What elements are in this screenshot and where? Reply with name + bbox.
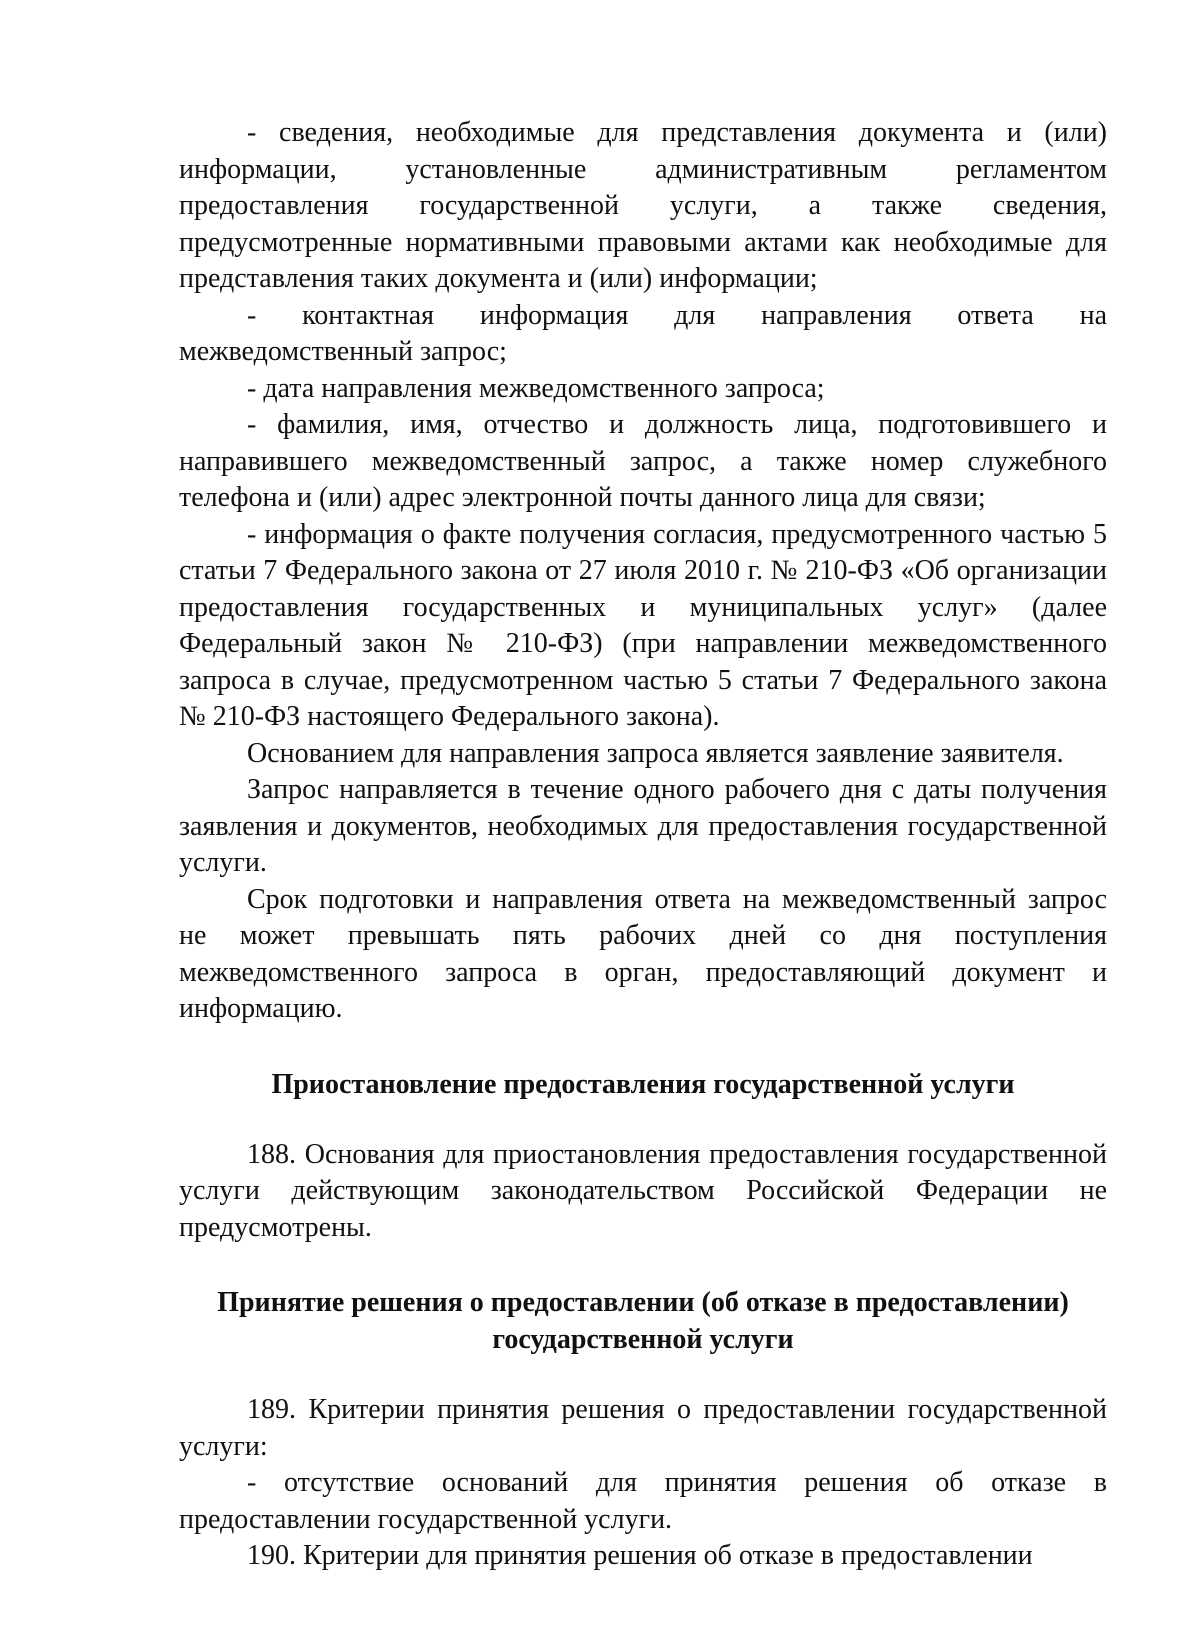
paragraph-consent-info: - информация о факте получения согласия, предусмотренного частью 5 статьи 7 Федерального закона от 27 июля 2010 г. № 210-ФЗ «Об организации предоставления государственных и муниципальных услуг» (далее Федеральный закон № 210-ФЗ) (при направлении межведомственного запроса в случае, предусмотренном частью 5 статьи 7 Федерального закона № 210-ФЗ настоящего Федерального закона). <box>179 518 1107 732</box>
section-spacer <box>179 1358 1107 1392</box>
paragraph-request-date: - дата направления межведомственного запроса; <box>247 372 825 404</box>
paragraph-189: 189. Критерии принятия решения о предоставлении государственной услуги: <box>179 1394 1107 1462</box>
document-body <box>179 115 1107 1575</box>
section-spacer <box>179 1028 1107 1066</box>
paragraph-response-deadline: Срок подготовки и направления ответа на межведомственный запрос не может превышать пять рабочих дней со дня поступления межведомственного запроса в орган, предоставляющий документ и информацию. <box>179 883 1107 1024</box>
paragraph-responsible-person: - фамилия, имя, отчество и должность лица, подготовившего и направившего межведомственный запрос, а также номер служебного телефона и (или) адрес электронной почты данного лица для связи; <box>179 409 1107 513</box>
heading-suspension: Приостановление предоставления государственной услуги <box>271 1068 1015 1100</box>
paragraph-request-basis: Основанием для направления запроса является заявление заявителя. <box>247 737 1064 769</box>
paragraph-190: 190. Критерии для принятия решения об отказе в предоставлении <box>247 1540 1033 1571</box>
section-spacer <box>179 1103 1107 1137</box>
heading-decision-line1: Принятие решения о предоставлении (об отказе в предоставлении) <box>217 1287 1069 1318</box>
paragraph-no-refusal-grounds: - отсутствие оснований для принятия решения об отказе в предоставлении государственной услуги. <box>179 1467 1107 1535</box>
section-spacer <box>179 1246 1107 1284</box>
paragraph-request-timing: Запрос направляется в течение одного рабочего дня с даты получения заявления и документов, необходимых для предоставления государственной услуги. <box>179 774 1107 878</box>
heading-decision <box>179 1284 1107 1358</box>
heading-decision-line2: государственной услуги <box>492 1324 794 1355</box>
paragraph-info-details: - сведения, необходимые для представления документа и (или) информации, установленные административным регламентом предоставления государственной услуги, а также сведения, предусмотренные нормативными правовыми актами как необходимые для представления таких документа и (или) информации; <box>179 117 1107 294</box>
paragraph-contact-info: - контактная информация для направления ответа на межведомственный запрос; <box>179 299 1107 367</box>
paragraph-188: 188. Основания для приостановления предоставления государственной услуги действующим законодательством Российской Федерации не предусмотрены. <box>179 1138 1107 1243</box>
